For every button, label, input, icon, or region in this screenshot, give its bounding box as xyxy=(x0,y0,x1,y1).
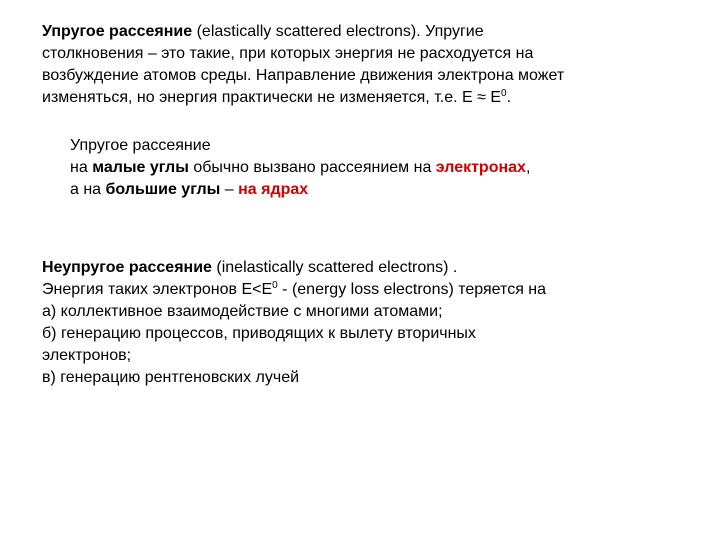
inelastic-item-a: а) коллективное взаимодействие с многими атомами; xyxy=(42,303,443,320)
energy-superscript: 0 xyxy=(501,88,507,99)
inelastic-line-2 xyxy=(42,279,682,301)
scatter-line-2-b: обычно вызвано рассеянием на xyxy=(188,159,436,176)
scatter-line-2-a: на xyxy=(70,159,93,176)
scatter-line-1: Упругое рассеяние xyxy=(70,137,211,154)
inelastic-item-b-cont: электронов; xyxy=(42,347,132,364)
inelastic-line-2-b: - (energy loss electrons) теряется на xyxy=(277,281,547,298)
inelastic-line-1 xyxy=(42,257,682,279)
energy-superscript-2: 0 xyxy=(272,280,278,291)
nuclei-highlight: на ядрах xyxy=(238,181,309,198)
elastic-scattering-paragraph xyxy=(42,21,682,109)
elastic-line-2: столкновения – это такие, при которых энергия не расходуется на xyxy=(42,45,534,62)
inelastic-item-b: б) генерацию процессов, приводящих к вылету вторичных xyxy=(42,325,476,342)
electrons-highlight: электронах xyxy=(435,159,526,176)
large-angles-term: большие углы xyxy=(105,181,221,198)
inelastic-line-2-a: Энергия таких электронов E<E xyxy=(42,281,273,298)
small-angles-term: малые углы xyxy=(92,159,189,176)
scatter-line-2 xyxy=(70,157,690,179)
scatter-line-3 xyxy=(70,179,690,201)
inelastic-line-1-rest: (inelastically scattered electrons) . xyxy=(211,259,458,276)
elastic-line-1 xyxy=(42,21,682,43)
scatter-angle-paragraph xyxy=(70,135,690,201)
elastic-line-4 xyxy=(42,87,682,109)
elastic-line-1-rest: (elastically scattered electrons). Упругие xyxy=(192,23,484,40)
elastic-line-4-text: изменяться, но энергия практически не изменяется, т.е. E ≈ E xyxy=(42,89,501,106)
elastic-term: Упругое рассеяние xyxy=(42,23,193,40)
scatter-line-3-a: а на xyxy=(70,181,106,198)
elastic-line-3: возбуждение атомов среды. Направление движения электрона может xyxy=(42,67,565,84)
scatter-line-2-c: , xyxy=(525,159,531,176)
inelastic-scattering-paragraph xyxy=(42,257,682,389)
inelastic-item-c: в) генерацию рентгеновских лучей xyxy=(42,369,300,386)
scatter-line-3-b: – xyxy=(220,181,239,198)
elastic-line-4-end: . xyxy=(506,89,512,106)
inelastic-term: Неупругое рассеяние xyxy=(42,259,212,276)
